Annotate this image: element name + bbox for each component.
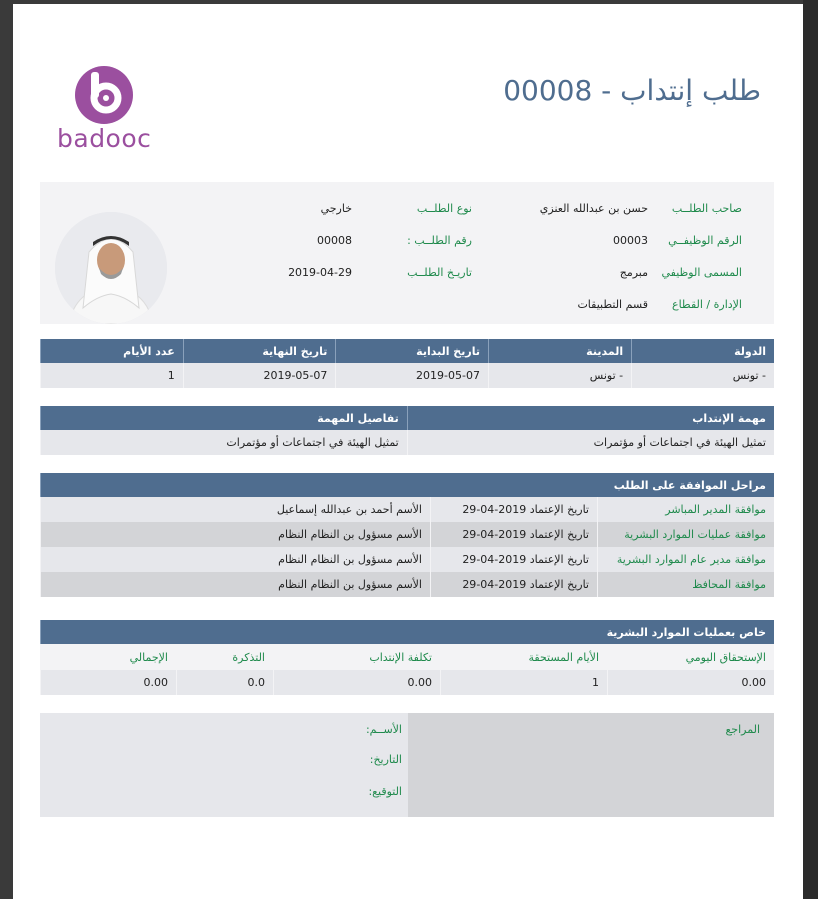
signature-sign-label: التوقيع:	[368, 785, 402, 798]
approval-date: 2019-04-29	[462, 528, 527, 541]
approval-name-label: الأسم	[396, 528, 422, 541]
mission-header: مهمة الإنتداب	[407, 406, 774, 430]
applicant-info-panel	[40, 182, 774, 324]
approval-name-label: الأسم	[396, 553, 422, 566]
end-date-header: تاريخ النهاية	[183, 339, 336, 363]
department-label: الإدارة / القطاع	[672, 298, 742, 311]
approval-name: أحمد بن عبدالله إسماعيل	[276, 503, 393, 516]
approval-date-label: تاريخ الإعتماد	[529, 553, 589, 566]
mission-cost-cell: 0.00	[274, 670, 441, 695]
request-date-value: 2019-04-29	[288, 266, 352, 279]
hr-operations-table	[40, 620, 774, 695]
approval-stage: موافقة المحافظ	[598, 572, 775, 597]
signature-date-label: التاريخ:	[369, 753, 402, 766]
job-title-value: مبرمج	[619, 266, 648, 279]
applicant-photo-avatar	[55, 212, 167, 324]
document-page	[13, 4, 803, 899]
start-date-header: تاريخ البداية	[336, 339, 489, 363]
reviewer-section	[408, 713, 774, 817]
page-title: طلب إنتداب - 00008	[503, 74, 761, 107]
approval-stage: موافقة عمليات الموارد البشرية	[598, 522, 775, 547]
hr-header: خاص بعمليات الموارد البشرية	[41, 620, 775, 644]
request-number-value: 00008	[317, 234, 352, 247]
request-type-label: نوع الطلــب	[416, 202, 472, 215]
mission-details-cell: تمثيل الهيئة في اجتماعات أو مؤتمرات	[41, 430, 408, 455]
approval-date: 2019-04-29	[462, 503, 527, 516]
mission-cost-header: تكلفة الإنتداب	[274, 644, 441, 670]
country-cell: - تونس	[632, 363, 774, 388]
days-header: عدد الأيام	[41, 339, 184, 363]
table-row	[41, 497, 775, 522]
city-header: المدينة	[488, 339, 631, 363]
logo-wordmark: badooc	[57, 124, 152, 153]
approval-date: 2019-04-29	[462, 578, 527, 591]
country-header: الدولة	[632, 339, 774, 363]
entitled-days-cell: 1	[441, 670, 608, 695]
approval-date-label: تاريخ الإعتماد	[529, 578, 589, 591]
approvals-header: مراحل الموافقة على الطلب	[41, 473, 775, 497]
ticket-header: التذكرة	[177, 644, 274, 670]
total-cell: 0.00	[41, 670, 177, 695]
employee-number-label: الرقم الوظيفــي	[668, 234, 742, 247]
approvals-table	[40, 473, 774, 597]
days-cell: 1	[41, 363, 184, 388]
approval-date-label: تاريخ الإعتماد	[529, 503, 589, 516]
total-header: الإجمالي	[41, 644, 177, 670]
approval-name-label: الأسم	[396, 503, 422, 516]
start-date-cell: 2019-05-07	[336, 363, 489, 388]
window-edge	[803, 0, 818, 899]
entitled-days-header: الأيام المستحقة	[441, 644, 608, 670]
mission-cell: تمثيل الهيئة في اجتماعات أو مؤتمرات	[407, 430, 774, 455]
approval-stage: موافقة المدير المباشر	[598, 497, 775, 522]
employee-number-value: 00003	[613, 234, 648, 247]
request-date-label: تاريـخ الطلــب	[407, 266, 472, 279]
end-date-cell: 2019-05-07	[183, 363, 336, 388]
request-number-label: رقم الطلــب :	[407, 234, 472, 247]
job-title-label: المسمى الوظيفي	[661, 266, 742, 279]
table-row	[41, 430, 775, 455]
approval-name: مسؤول بن النظام النظام	[278, 578, 393, 591]
daily-allowance-cell: 0.00	[608, 670, 775, 695]
city-cell: - تونس	[488, 363, 631, 388]
signature-fields	[40, 713, 408, 817]
table-row	[41, 363, 775, 388]
signature-name-label: الأســم:	[365, 723, 402, 736]
approval-date: 2019-04-29	[462, 553, 527, 566]
approval-name-label: الأسم	[396, 578, 422, 591]
approval-name: مسؤول بن النظام النظام	[278, 553, 393, 566]
reviewer-label: المراجع	[725, 723, 760, 736]
approval-date-label: تاريخ الإعتماد	[529, 528, 589, 541]
trip-table	[40, 339, 774, 388]
applicant-label: صاحب الطلــب	[671, 202, 742, 215]
ticket-cell: 0.0	[177, 670, 274, 695]
table-row	[41, 572, 775, 597]
signature-panel	[40, 713, 774, 817]
table-row	[41, 670, 775, 695]
mission-table	[40, 406, 774, 455]
approval-stage: موافقة مدير عام الموارد البشرية	[598, 547, 775, 572]
table-row	[41, 547, 775, 572]
table-row	[41, 522, 775, 547]
department-value: قسم التطبيقات	[577, 298, 648, 311]
applicant-value: حسن بن عبدالله العنزي	[539, 202, 648, 215]
mission-details-header: تفاصيل المهمة	[41, 406, 408, 430]
approval-name: مسؤول بن النظام النظام	[278, 528, 393, 541]
daily-allowance-header: الإستحقاق اليومي	[608, 644, 775, 670]
request-type-value: خارجي	[320, 202, 352, 215]
